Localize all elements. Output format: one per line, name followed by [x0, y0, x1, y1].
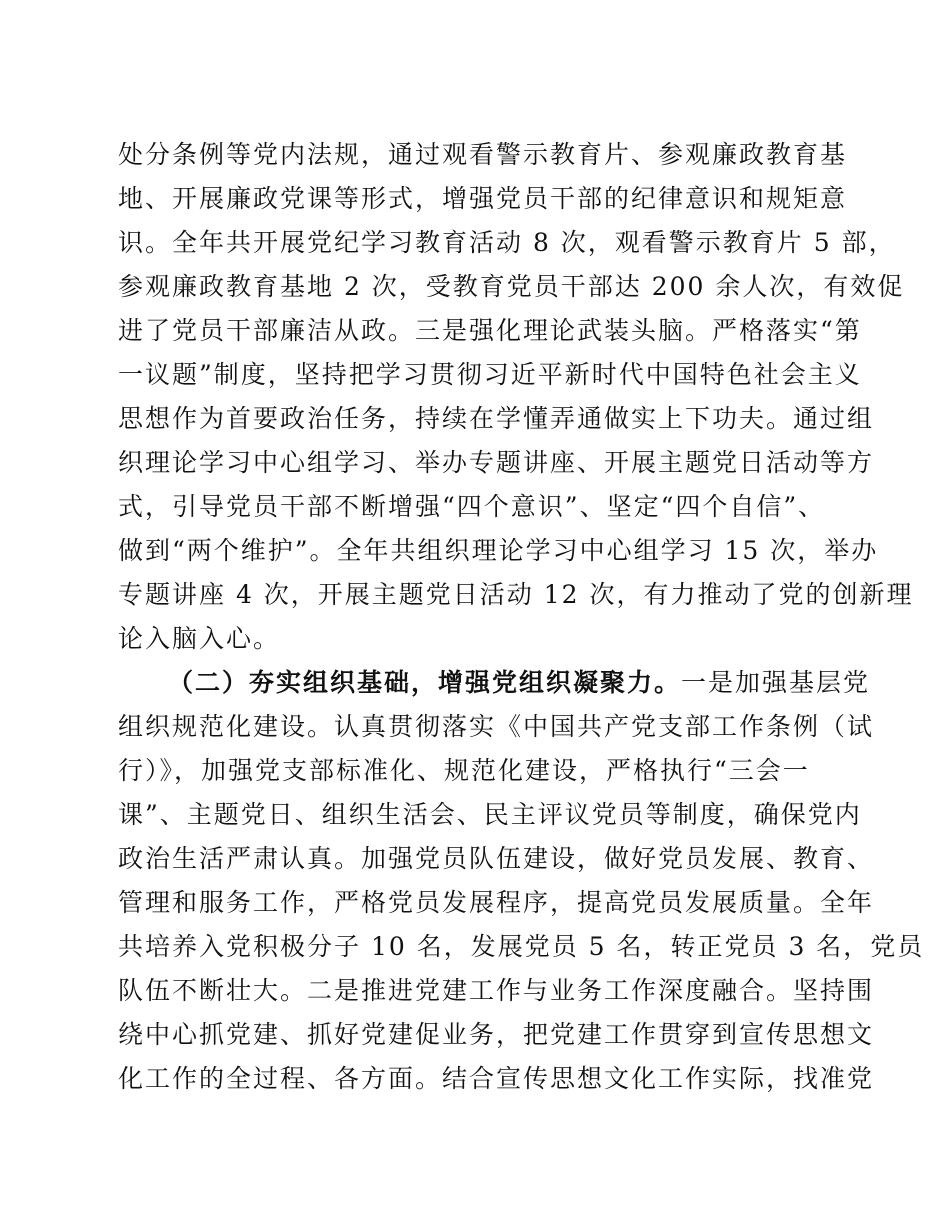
text-line: 队伍不断壮大。二是推进党建工作与业务工作深度融合。坚持围 [118, 976, 875, 1005]
text-line: 组织规范化建设。认真贯彻落实《中国共产党支部工作条例（试 [118, 712, 875, 741]
text-line: 识。全年共开展党纪学习教育活动 8 次，观看警示教育片 5 部， [118, 228, 896, 257]
text-line: 管理和服务工作，严格党员发展程序，提高党员发展质量。全年 [118, 888, 875, 917]
text-line: 参观廉政教育基地 2 次，受教育党员干部达 200 余人次，有效促 [118, 272, 905, 301]
section-heading: （二）夯实组织基础，增强党组织凝聚力。 [168, 668, 682, 697]
text-line: 思想作为首要政治任务，持续在学懂弄通做实上下功夫。通过组 [118, 404, 875, 433]
text-line: 共培养入党积极分子 10 名，发展党员 5 名，转正党员 3 名，党员 [118, 932, 925, 961]
paragraph-first-line [168, 661, 871, 705]
text-line: 课”、主题党日、组织生活会、民主评议党员等制度，确保党内 [118, 800, 862, 829]
text-line: 论入脑入心。 [118, 624, 281, 653]
text-line: 做到“两个维护”。全年共组织理论学习中心组学习 15 次，举办 [118, 536, 879, 565]
text-line: 地、开展廉政党课等形式，增强党员干部的纪律意识和规矩意 [118, 184, 848, 213]
text-line: 绕中心抓党建、抓好党建促业务，把党建工作贯穿到宣传思想文 [118, 1020, 875, 1049]
text-line: 一议题”制度，坚持把学习贯彻习近平新时代中国特色社会主义 [118, 360, 862, 389]
text-line: 织理论学习中心组学习、举办专题讲座、开展主题党日活动等方 [118, 448, 875, 477]
text-line: 处分条例等党内法规，通过观看警示教育片、参观廉政教育基 [118, 140, 848, 169]
text-line: 化工作的全过程、各方面。结合宣传思想文化工作实际，找准党 [118, 1064, 875, 1093]
text-line: 式，引导党员干部不断增强“四个意识”、坚定“四个自信”、 [118, 492, 826, 521]
text-line: 专题讲座 4 次，开展主题党日活动 12 次，有力推动了党的创新理 [118, 580, 914, 609]
heading-line-rest: 一是加强基层党 [681, 668, 871, 697]
text-line: 政治生活严肃认真。加强党员队伍建设，做好党员发展、教育、 [118, 844, 875, 873]
text-line: 进了党员干部廉洁从政。三是强化理论武装头脑。严格落实“第 [118, 316, 862, 345]
text-line: 行）》，加强党支部标准化、规范化建设，严格执行“三会一 [118, 756, 810, 785]
